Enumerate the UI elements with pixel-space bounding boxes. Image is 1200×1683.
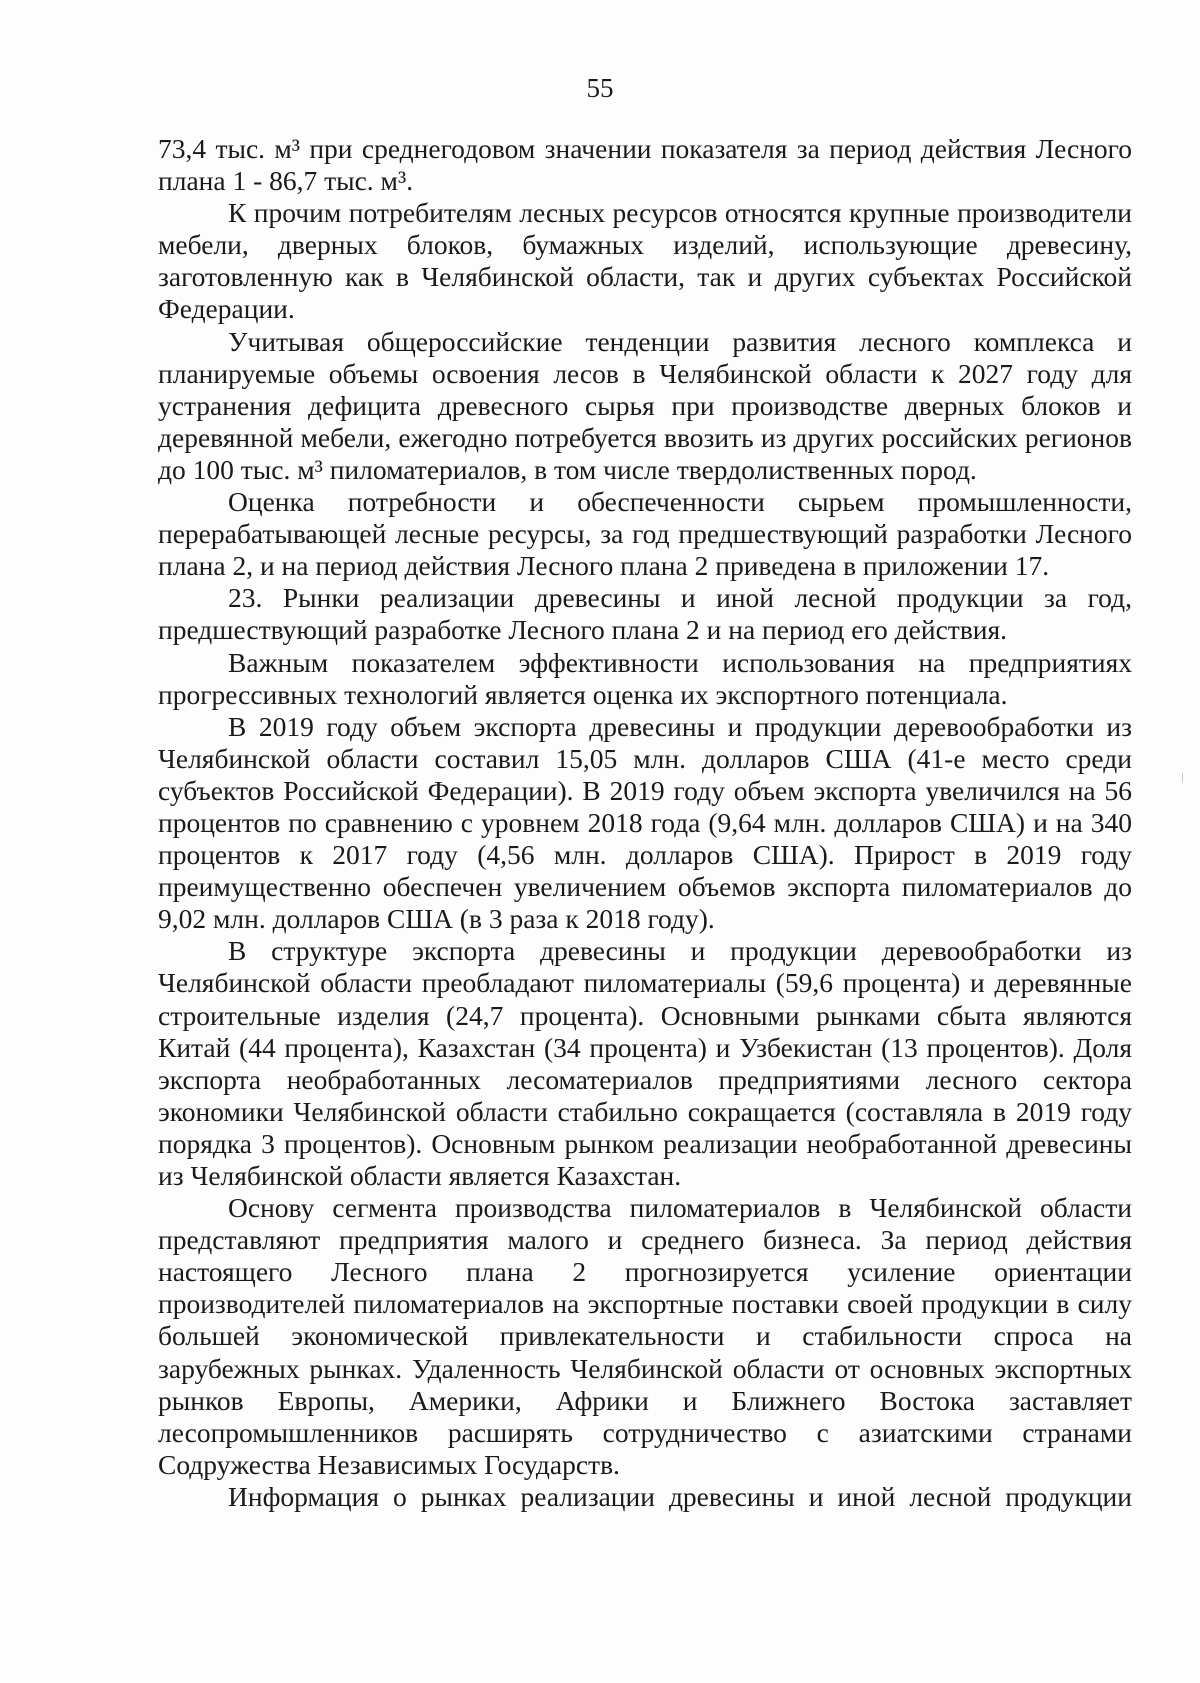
- document-body: [158, 133, 1132, 1513]
- paragraph-export-structure: В структуре экспорта древесины и продукции деревообработки из Челябинской области преобладают пиломатериалы (59,6 процента) и деревянные строительные изделия (24,7 процента). Основными рынками сбыта являются Китай (44 процента), Казахстан (34 процента) и Узбекистан (13 процентов). Доля экспорта необработанных лесоматериалов предприятиями лесного сектора экономики Челябинской области стабильно сокращается (составляла в 2019 году порядка 3 процентов). Основным рынком реализации необработанной древесины из Челябинской области является Казахстан.: [158, 935, 1132, 1191]
- paragraph-assessment: Оценка потребности и обеспеченности сырьем промышленности, перерабатывающей лесные ресурсы, за год предшествующий разработки Лесного плана 2, и на период действия Лесного плана 2 приведена в приложении 17.: [158, 486, 1132, 582]
- section-heading-23: 23. Рынки реализации древесины и иной лесной продукции за год, предшествующий разработке Лесного плана 2 и на период его действия.: [158, 582, 1132, 646]
- paragraph-continuation: 73,4 тыс. м³ при среднегодовом значении показателя за период действия Лесного плана 1 - 86,7 тыс. м³.: [158, 133, 1132, 197]
- paragraph-export-indicator: Важным показателем эффективности использования на предприятиях прогрессивных технологий является оценка их экспортного потенциала.: [158, 646, 1132, 710]
- paragraph-export-2019: В 2019 году объем экспорта древесины и продукции деревообработки из Челябинской области составил 15,05 млн. долларов США (41-е место среди субъектов Российской Федерации). В 2019 году объем экспорта увеличился на 56 процентов по сравнению с уровнем 2018 года (9,64 млн. долларов США) и на 340 процентов к 2017 году (4,56 млн. долларов США). Прирост в 2019 году преимущественно обеспечен увеличением объемов экспорта пиломатериалов до 9,02 млн. долларов США (в 3 раза к 2018 году).: [158, 710, 1132, 935]
- page-number: 55: [586, 73, 614, 103]
- scan-mark: [1182, 773, 1183, 782]
- paragraph-other-consumers: К прочим потребителям лесных ресурсов относятся крупные производители мебели, дверных блоков, бумажных изделий, использующие древесину, заготовленную как в Челябинской области, так и других субъектах Российской Федерации.: [158, 197, 1132, 325]
- paragraph-market-info: Информация о рынках реализации древесины и иной лесной продукции: [228, 1480, 1132, 1512]
- paragraph-import-needs: Учитывая общероссийские тенденции развития лесного комплекса и планируемые объемы освоения лесов в Челябинской области к 2027 году для устранения дефицита древесного сырья при производстве дверных блоков и деревянной мебели, ежегодно потребуется ввозить из других российских регионов до 100 тыс. м³ пиломатериалов, в том числе твердолиственных пород.: [158, 325, 1132, 485]
- paragraph-sawn-timber-segment: Основу сегмента производства пиломатериалов в Челябинской области представляют предприятия малого и среднего бизнеса. За период действия настоящего Лесного плана 2 прогнозируется усиление ориентации производителей пиломатериалов на экспортные поставки своей продукции в силу большей экономической привлекательности и стабильности спроса на зарубежных рынках. Удаленность Челябинской области от основных экспортных рынков Европы, Америки, Африки и Ближнего Востока заставляет лесопромышленников расширять сотрудничество с азиатскими странами Содружества Независимых Государств.: [158, 1192, 1132, 1480]
